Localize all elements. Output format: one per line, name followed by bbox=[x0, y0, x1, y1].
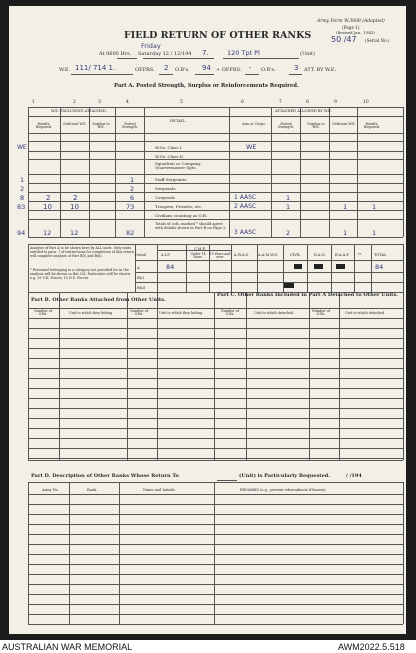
blacked-out-cell bbox=[336, 264, 345, 269]
we-label: W.E. bbox=[59, 67, 71, 73]
part-b-heading: Part B. Other Ranks Attached from Other Units. bbox=[31, 297, 166, 303]
rule-line bbox=[195, 74, 214, 75]
col-number: 9 bbox=[334, 100, 337, 105]
rule-line bbox=[28, 524, 403, 525]
rule-line bbox=[231, 244, 232, 292]
row-arm: 1 AASC bbox=[234, 194, 257, 201]
rule-line bbox=[135, 272, 403, 273]
analysis-aif-value: 84 bbox=[166, 263, 175, 271]
rule-line bbox=[28, 534, 403, 535]
blacked-out-cell bbox=[314, 264, 323, 269]
rule-line bbox=[289, 74, 302, 75]
rule-line bbox=[28, 554, 403, 555]
reinfts-required: 2 bbox=[46, 194, 51, 202]
row-detail: Civilians counting as O.R. bbox=[155, 213, 208, 218]
rule-line bbox=[28, 408, 403, 409]
form-revised: (Revised Jan., 1943) bbox=[336, 30, 375, 35]
rule-line bbox=[214, 482, 215, 624]
rule-line bbox=[28, 438, 403, 439]
rule-line bbox=[157, 244, 158, 292]
analysis-header: TOTAL bbox=[374, 253, 387, 257]
rule-line bbox=[144, 107, 145, 237]
at-hours-label: At 0600 Hrs. bbox=[99, 51, 132, 57]
rule-line bbox=[403, 107, 404, 237]
rule-line bbox=[28, 418, 403, 419]
row-mark: 8 bbox=[20, 194, 25, 202]
rule-line bbox=[331, 244, 332, 292]
analysis-row-label: B(i) bbox=[137, 275, 144, 280]
row-detail: W.Os. Class I. bbox=[155, 145, 183, 150]
analysis-header: A.A.M.W.S. bbox=[258, 253, 278, 257]
rule-line bbox=[28, 494, 403, 495]
rule-line bbox=[69, 482, 70, 624]
rule-line bbox=[28, 594, 403, 595]
ors-label: O.R's. bbox=[175, 67, 190, 73]
analysis-row-label: B(ii) bbox=[137, 285, 146, 290]
rule-line bbox=[329, 107, 330, 237]
col-header: Arm or Corps. bbox=[242, 122, 266, 126]
row-arm: WE bbox=[246, 143, 257, 151]
row-mark: WE bbox=[17, 144, 27, 151]
part-b-col: Number of O.Rs. bbox=[33, 309, 53, 317]
rule-line bbox=[28, 192, 403, 193]
attached-deficient: 1 bbox=[343, 203, 348, 211]
rule-line bbox=[28, 107, 403, 108]
col-header: Posted Strength. bbox=[122, 122, 138, 130]
rule-line bbox=[245, 74, 259, 75]
unit-handwritten: 120 Tpt Pl bbox=[227, 49, 260, 57]
archive-footer bbox=[0, 640, 416, 653]
col-number: 4 bbox=[126, 100, 129, 105]
rule-line bbox=[28, 564, 403, 565]
rule-line bbox=[214, 292, 215, 460]
col-number: 8 bbox=[306, 100, 309, 105]
part-c-col: Number of O.Rs. bbox=[220, 309, 240, 317]
rule-line bbox=[28, 388, 403, 389]
rule-line bbox=[71, 74, 133, 75]
analysis-header: ** bbox=[358, 253, 362, 257]
rule-line bbox=[309, 292, 310, 460]
rule-line bbox=[28, 308, 403, 309]
rule-line bbox=[307, 244, 308, 292]
part-b-col: Number of O.Rs. bbox=[129, 309, 149, 317]
rule-line bbox=[403, 244, 404, 292]
part-b-col: Unit to which they belong bbox=[159, 311, 203, 315]
part-d-date: / /194 bbox=[346, 473, 362, 479]
rule-line bbox=[59, 292, 60, 460]
attached-deficient: 1 bbox=[343, 229, 348, 237]
posted-strength: 1 bbox=[130, 176, 135, 184]
detail-header: DETAIL. bbox=[170, 118, 187, 123]
part-d-col: REMARKS (e.g., present whereabouts if known). bbox=[240, 488, 327, 492]
analysis-header: Under 14 Years. bbox=[190, 252, 206, 260]
row-detail: Squadron or Company Quartermaster Sgts. bbox=[155, 161, 201, 171]
col-header: Deficient W.E. bbox=[63, 122, 87, 126]
rule-line bbox=[223, 58, 299, 59]
rule-line bbox=[403, 292, 404, 460]
rule-line bbox=[28, 151, 403, 152]
row-detail: W.Os. Class II. bbox=[155, 154, 185, 159]
rule-line bbox=[28, 482, 403, 483]
part-c-col: Unit to which detached. bbox=[345, 311, 386, 315]
rule-line bbox=[115, 107, 116, 237]
rule-line bbox=[28, 368, 403, 369]
col-number: 5 bbox=[180, 100, 183, 105]
rule-line bbox=[157, 292, 158, 460]
rule-line bbox=[28, 183, 403, 184]
footer-accession: AWM2022.5.518 bbox=[338, 642, 405, 652]
col-header: Posted Strength. bbox=[278, 122, 294, 130]
part-d-heading: Part D. Description of Other Ranks Whose Return To bbox=[31, 473, 179, 479]
deficient-we: 10 bbox=[70, 203, 79, 211]
part-c-col: Number of O.Rs. bbox=[311, 309, 331, 317]
rule-line bbox=[28, 378, 403, 379]
form-title: FIELD RETURN OF OTHER RANKS bbox=[124, 30, 312, 41]
we-excluding-header: W.E. EXCLUDING ATTACHED. bbox=[51, 109, 107, 113]
analysis-total-value: 84 bbox=[375, 263, 384, 271]
att-label: ATT. BY W.E. bbox=[304, 67, 337, 73]
part-c-col: Unit to which detached. bbox=[254, 311, 295, 315]
rule-line bbox=[339, 292, 340, 460]
rule-line bbox=[28, 584, 403, 585]
offrs-label: OFFRS. bbox=[135, 67, 155, 73]
return-form bbox=[9, 6, 406, 634]
rule-line bbox=[28, 292, 29, 460]
rule-line bbox=[159, 74, 173, 75]
rule-line bbox=[28, 428, 403, 429]
rule-line bbox=[28, 398, 403, 399]
col-number: 7 bbox=[279, 100, 282, 105]
plus-ors-label: O.R's. bbox=[261, 67, 276, 73]
col-header: Reinfts. Required. bbox=[363, 122, 381, 130]
rule-line bbox=[60, 107, 61, 237]
col-number: 6 bbox=[241, 100, 244, 105]
year-handwritten: 7. bbox=[202, 49, 209, 57]
rule-line bbox=[28, 237, 403, 238]
reinfts-required: 12 bbox=[43, 229, 52, 237]
row-detail: Troopers, Privates, etc. bbox=[155, 204, 203, 209]
rule-line bbox=[28, 574, 403, 575]
analysis-note: Analysis of Part A to be shown here by ALL units. Only units entitled to para. 7 of instructions for completion of this return will complete analysis of Part B(i) and B(ii). bbox=[30, 246, 134, 258]
attached-posted: 2 bbox=[286, 229, 291, 237]
we-value: 111/ 714 1. bbox=[75, 64, 116, 72]
analysis-header: A.W.A.S. bbox=[234, 253, 250, 257]
row-detail: Staff Sergeants bbox=[155, 177, 187, 182]
analysis-header: R.A.A.F. bbox=[335, 253, 350, 257]
part-d-heading-suffix: (Unit) is Particularly Requested. bbox=[239, 473, 331, 479]
rule-line bbox=[257, 244, 258, 292]
form-number: Army Form W.3009 (Adapted) bbox=[317, 19, 385, 24]
day-handwritten: Friday bbox=[141, 42, 161, 50]
analysis-note-2: * Personnel belonging to a category not provided for in the analysis will be shown in this Col. Particulars will be shown, e.g. 29 U.K. Forces, 10 N.Z. Forces. bbox=[30, 268, 131, 280]
deficient-we: 12 bbox=[70, 229, 79, 237]
posted-strength: 2 bbox=[130, 185, 135, 193]
part-a-heading: Part A. Posted Strength, Surplus or Reinforcements Required. bbox=[114, 83, 299, 89]
analysis-header: R.A.N. bbox=[314, 253, 326, 257]
rule-line bbox=[229, 107, 230, 237]
rule-line bbox=[28, 482, 29, 624]
posted-strength: 6 bbox=[130, 194, 135, 202]
rule-line bbox=[28, 141, 403, 142]
ors-value: 94 bbox=[202, 64, 211, 72]
col-header: Surplus to W.E. bbox=[92, 122, 110, 130]
row-arm: 3 AASC bbox=[234, 229, 257, 236]
plus-ors-value: 3 bbox=[294, 64, 299, 72]
row-mark: 1 bbox=[20, 176, 25, 184]
part-b-col: Unit to which they belong bbox=[69, 311, 113, 315]
rule-line bbox=[119, 482, 120, 624]
rule-line bbox=[28, 338, 403, 339]
row-detail: Totals of cols. marked * should agree with details shown in Part B on Page 2. bbox=[155, 222, 227, 231]
rule-line bbox=[28, 244, 29, 292]
serial-label: (Serial No.) bbox=[365, 38, 390, 43]
rule-line bbox=[271, 107, 272, 237]
rule-line bbox=[28, 201, 403, 202]
posted-strength: 73 bbox=[126, 203, 135, 211]
analysis-header: 19 Years and over. bbox=[209, 252, 231, 260]
row-detail: Sergeants bbox=[155, 186, 176, 191]
reinfts-required: 10 bbox=[43, 203, 52, 211]
part-d-col: Army No. bbox=[42, 488, 59, 492]
analysis-header: A.I.F. bbox=[161, 253, 171, 257]
rule-line bbox=[403, 482, 404, 624]
part-d-col: Name and Initials. bbox=[143, 488, 176, 492]
part-c-heading: Part C. Other Ranks Included in Part A Detached to Other Units. bbox=[217, 292, 399, 298]
offrs-value: 2 bbox=[164, 64, 169, 72]
rule-line bbox=[28, 318, 403, 319]
plus-offrs-label: + OFFRS. bbox=[216, 67, 242, 73]
col-header: Reinfts. Required. bbox=[35, 122, 53, 130]
row-mark: 2 bbox=[20, 185, 25, 193]
rule-line bbox=[28, 116, 403, 117]
rule-line bbox=[143, 58, 214, 59]
part-d-col: Rank. bbox=[87, 488, 98, 492]
rule-line bbox=[28, 504, 403, 505]
attached-posted: 1 bbox=[286, 203, 291, 211]
attached-reinfts: 1 bbox=[372, 229, 377, 237]
rule-line bbox=[28, 348, 403, 349]
rule-line bbox=[117, 58, 137, 59]
rule-line bbox=[28, 458, 403, 459]
rule-line bbox=[28, 448, 403, 449]
rule-line bbox=[135, 244, 136, 292]
rule-line bbox=[135, 282, 403, 283]
attached-posted: 1 bbox=[286, 194, 291, 202]
rule-line bbox=[28, 514, 403, 515]
cmf-label: C.M.F. bbox=[194, 247, 206, 251]
rule-line bbox=[28, 460, 403, 461]
attached-allowed-header: ATTACHED ALLOWED BY W.E. bbox=[275, 109, 332, 113]
form-page: (Page 1) bbox=[342, 25, 360, 30]
blacked-out-cell bbox=[284, 283, 294, 288]
rule-line bbox=[246, 292, 247, 460]
row-detail: Corporals bbox=[155, 195, 175, 200]
rule-line bbox=[357, 107, 358, 237]
rule-line bbox=[28, 544, 403, 545]
rule-line bbox=[300, 107, 301, 237]
rule-line bbox=[217, 480, 237, 481]
rule-line bbox=[28, 174, 403, 175]
rule-line bbox=[28, 244, 403, 245]
rule-line bbox=[127, 292, 128, 460]
col-number: 10 bbox=[363, 100, 369, 105]
analysis-header: Detail bbox=[135, 253, 146, 257]
rule-line bbox=[28, 133, 403, 134]
col-header: Surplus to W.E. bbox=[307, 122, 325, 130]
col-number: 1 bbox=[32, 100, 35, 105]
plus-offrs-value: - bbox=[249, 64, 252, 72]
rule-line bbox=[135, 260, 403, 261]
row-mark: 94 bbox=[17, 229, 26, 237]
footer-institution: AUSTRALIAN WAR MEMORIAL bbox=[2, 642, 133, 652]
row-arm: 2 AASC bbox=[234, 203, 257, 210]
rule-line bbox=[28, 624, 403, 625]
rule-line bbox=[28, 604, 403, 605]
rule-line bbox=[354, 244, 355, 292]
rule-line bbox=[186, 244, 187, 292]
attached-reinfts: 1 bbox=[372, 203, 377, 211]
serial-number: 50 /47 bbox=[331, 35, 357, 44]
blacked-out-cell bbox=[294, 264, 302, 269]
rule-line bbox=[28, 614, 403, 615]
col-number: 2 bbox=[73, 100, 76, 105]
rule-line bbox=[28, 328, 403, 329]
col-header: Deficient W.E. bbox=[332, 122, 356, 126]
row-mark: 83 bbox=[17, 203, 26, 211]
date-printed: Saturday 12 / 12/194 bbox=[138, 51, 192, 57]
unit-label: (Unit) bbox=[300, 51, 315, 57]
rule-line bbox=[28, 358, 403, 359]
col-number: 3 bbox=[98, 100, 101, 105]
rule-line bbox=[28, 159, 403, 160]
analysis-row-label: A bbox=[137, 265, 140, 270]
analysis-header: CIVIL bbox=[290, 253, 301, 257]
deficient-we: 2 bbox=[73, 194, 78, 202]
posted-strength: 82 bbox=[126, 229, 135, 237]
rule-line bbox=[371, 244, 372, 292]
rule-line bbox=[28, 219, 403, 220]
